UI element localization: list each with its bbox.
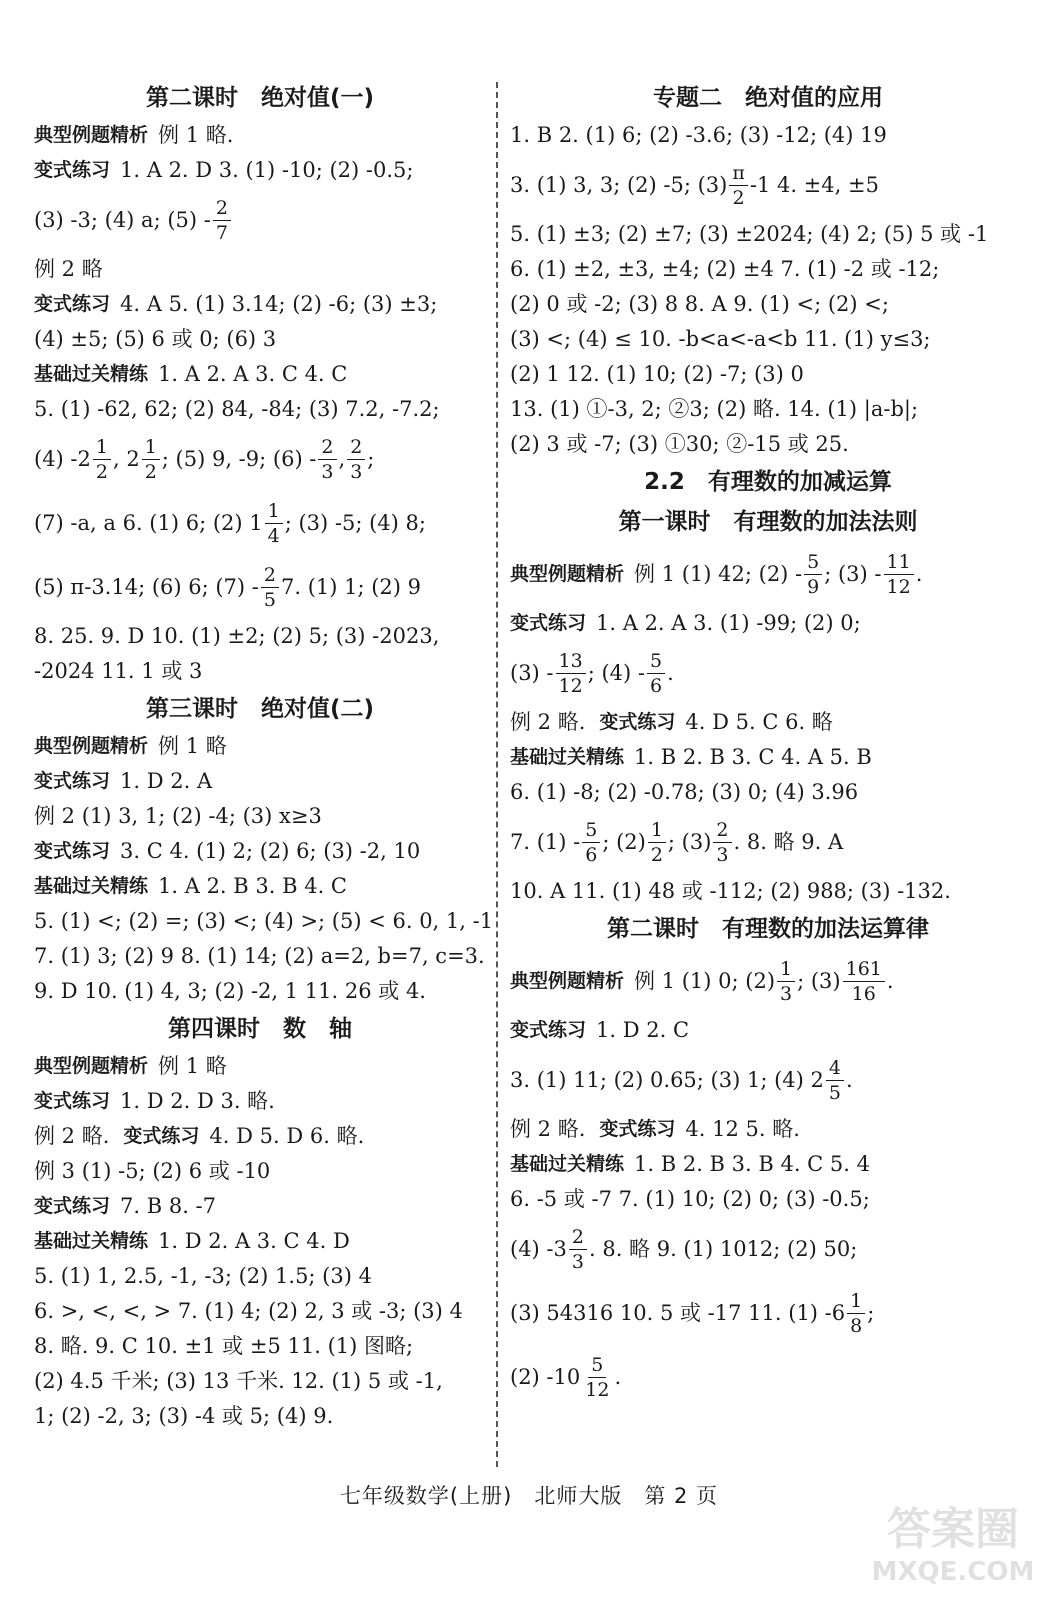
numerator: 1: [847, 1289, 865, 1314]
answer-text: 例 3 (1) -5; (2) 6 或 -10: [34, 1159, 271, 1183]
fraction: [93, 435, 111, 484]
denominator: 2: [650, 843, 663, 866]
numerator: 2: [213, 196, 231, 221]
answer-text: ;: [367, 447, 375, 471]
section-label: 变式练习: [34, 1195, 111, 1217]
numerator: 1: [142, 435, 160, 460]
section-label: 变式练习: [599, 1118, 676, 1140]
answer-line: [510, 217, 1026, 252]
numerator: π: [729, 161, 748, 186]
numerator: 5: [588, 1353, 606, 1378]
answer-text: (4) -3: [510, 1237, 567, 1261]
section-label: 变式练习: [599, 711, 676, 733]
answer-line: [510, 153, 1026, 217]
answer-line: [34, 904, 494, 939]
answer-line: [510, 392, 1026, 427]
answer-text: (3) -: [510, 661, 554, 685]
fraction: [582, 818, 600, 867]
answer-line: [34, 1224, 486, 1259]
watermark-line1: 答案圈: [887, 1504, 1019, 1555]
answer-line: [34, 729, 486, 764]
answer-text: 1. D 2. D 3. 略.: [120, 1089, 275, 1113]
denominator: 9: [807, 575, 820, 598]
answer-line: [510, 118, 1026, 153]
answer-line: [34, 1399, 486, 1434]
answer-text: 例 1 (1) 0; (2): [634, 969, 776, 993]
answer-line: [510, 1013, 1026, 1048]
answer-text: 例 1 略.: [158, 123, 234, 147]
section-label: 变式练习: [510, 1019, 587, 1041]
fraction: [265, 499, 283, 548]
answer-text: . 8. 略 9. (1) 1012; (2) 50;: [588, 1237, 858, 1261]
answer-text: 5. (1) <; (2) =; (3) <; (4) >; (5) < 6. 0, 1, -1: [34, 909, 494, 933]
answer-text: 1. A 2. D 3. (1) -10; (2) -0.5;: [120, 158, 414, 182]
answer-line: [34, 427, 486, 491]
section-label: 基础过关精练: [510, 1153, 625, 1175]
answer-text: .: [667, 661, 674, 685]
fraction: [648, 818, 666, 867]
denominator: 2: [95, 460, 108, 483]
denominator: 12: [585, 1378, 610, 1401]
answer-text: 7. (1) -: [510, 830, 581, 854]
answer-line: [34, 287, 486, 322]
fraction: [713, 818, 731, 867]
answer-line: [34, 322, 486, 357]
answer-text: ; (4) -: [587, 661, 645, 685]
section-label: 基础过关精练: [34, 1230, 149, 1252]
answer-line: [510, 287, 1026, 322]
denominator: 6: [585, 843, 598, 866]
answer-text: ; (3): [797, 969, 841, 993]
answer-text: (2) -10: [510, 1365, 581, 1389]
answer-text: 1. A 2. A 3. C 4. C: [158, 362, 348, 386]
section-label: 变式练习: [510, 612, 587, 634]
section-label: 变式练习: [123, 1125, 200, 1147]
answer-line: [34, 939, 486, 974]
answer-text: 6. -5 或 -7 7. (1) 10; (2) 0; (3) -0.5;: [510, 1187, 870, 1211]
answer-text: (7) -a, a 6. (1) 6; (2) 1: [34, 511, 263, 535]
answer-text: 6. >, <, <, > 7. (1) 4; (2) 2, 3 或 -3; (3) 4: [34, 1299, 463, 1323]
numerator: 2: [713, 818, 731, 843]
denominator: 12: [886, 575, 911, 598]
answer-text: (2) 4.5 千米; (3) 13 千米. 12. (1) 5 或 -1,: [34, 1369, 443, 1393]
numerator: 4: [826, 1056, 844, 1081]
numerator: 1: [777, 957, 795, 982]
fraction: [804, 550, 822, 599]
answer-text: (2) 1 12. (1) 10; (2) -7; (3) 0: [510, 362, 804, 386]
answer-line: [34, 1119, 486, 1154]
answer-line: [34, 1189, 486, 1224]
answer-line: [34, 764, 486, 799]
answer-text: , 2: [112, 447, 140, 471]
answer-text: ;: [867, 1301, 875, 1325]
section-heading: 第二课时 绝对值(一): [145, 85, 375, 111]
answer-text: (3) <; (4) ≤ 10. -b<a<-a<b 11. (1) y≤3;: [510, 327, 931, 351]
denominator: 2: [732, 186, 745, 209]
answer-text: . 8. 略 9. A: [733, 830, 844, 854]
answer-line: [510, 1217, 1026, 1281]
answer-line: [34, 188, 486, 252]
section-heading: 第一课时 有理数的加法法则: [618, 509, 918, 535]
answer-text: 6. (1) -8; (2) -0.78; (3) 0; (4) 3.96: [510, 780, 859, 804]
denominator: 5: [828, 1081, 841, 1104]
numerator: 2: [569, 1225, 587, 1250]
answer-text: .: [886, 969, 894, 993]
answer-line: [34, 118, 486, 153]
fraction: [843, 957, 885, 1006]
denominator: 5: [263, 588, 276, 611]
answer-line: [34, 834, 486, 869]
answer-text: 例 2 略: [34, 257, 103, 281]
answer-text: -1 4. ±4, ±5: [749, 173, 879, 197]
answer-line: [34, 1364, 486, 1399]
section-label: 典型例题精析: [510, 563, 625, 585]
section-label: 变式练习: [34, 293, 111, 315]
answer-line: [34, 1259, 486, 1294]
section-label: 典型例题精析: [510, 970, 625, 992]
answer-line: [34, 619, 486, 654]
denominator: 12: [558, 674, 583, 697]
section-heading: 第二课时 有理数的加法运算律: [607, 916, 929, 942]
answer-text: (5) π-3.14; (6) 6; (7) -: [34, 575, 259, 599]
section-label: 基础过关精练: [34, 363, 149, 385]
answer-text: 7. (1) 1; (2) 9: [280, 575, 422, 599]
section-label: 变式练习: [34, 159, 111, 181]
answer-text: 1. A 2. B 3. B 4. C: [158, 874, 347, 898]
denominator: 7: [215, 221, 228, 244]
section-label: 基础过关精练: [34, 875, 149, 897]
denominator: 4: [267, 524, 280, 547]
section-heading: 2.2 有理数的加减运算: [644, 469, 892, 495]
answer-text: (2) 3 或 -7; (3) ①30; ②-15 或 25.: [510, 432, 849, 456]
answer-text: ; (2): [602, 830, 646, 854]
answer-line: [510, 740, 1026, 775]
denominator: 2: [144, 460, 157, 483]
answer-text: 例 1 略: [158, 734, 227, 758]
answer-text: 8. 略. 9. C 10. ±1 或 ±5 11. (1) 图略;: [34, 1334, 414, 1358]
fraction: [318, 435, 336, 484]
answer-line: [510, 1048, 1026, 1112]
answer-text: ; (5) 9, -9; (6) -: [161, 447, 317, 471]
answer-line: [34, 869, 486, 904]
denominator: 8: [850, 1314, 863, 1337]
answer-text: ; (3) -: [824, 562, 882, 586]
answer-line: [510, 252, 1026, 287]
answer-text: 4. D 5. C 6. 略: [685, 710, 833, 734]
answer-text: 4. D 5. D 6. 略.: [209, 1124, 365, 1148]
answer-line: [34, 1084, 486, 1119]
answer-text: 8. 25. 9. D 10. (1) ±2; (2) 5; (3) -2023,: [34, 624, 440, 648]
fraction: [777, 957, 795, 1006]
answer-text: (4) -2: [34, 447, 91, 471]
numerator: 1: [265, 499, 283, 524]
denominator: 3: [571, 1250, 584, 1273]
answer-text: 5. (1) -62, 62; (2) 84, -84; (3) 7.2, -7.2;: [34, 397, 440, 421]
answer-line: [510, 427, 1026, 462]
answer-text: 4. 12 5. 略.: [685, 1117, 800, 1141]
numerator: 1: [648, 818, 666, 843]
answer-text: 3. (1) 11; (2) 0.65; (3) 1; (4) 2: [510, 1068, 824, 1092]
answer-text: 1. D 2. A 3. C 4. D: [158, 1229, 350, 1253]
section-label: 典型例题精析: [34, 735, 149, 757]
answer-text: (3) 54316 10. 5 或 -17 11. (1) -6: [510, 1301, 846, 1325]
answer-text: 10. A 11. (1) 48 或 -112; (2) 988; (3) -132.: [510, 879, 951, 903]
answer-line: [510, 775, 1026, 810]
answer-text: 例 2 略.: [510, 1117, 586, 1141]
answer-text: ; (3) -5; (4) 8;: [284, 511, 426, 535]
answer-text: -2024 11. 1 或 3: [34, 659, 203, 683]
answer-text: 3. (1) 3, 3; (2) -5; (3): [510, 173, 728, 197]
answer-text: 1. B 2. B 3. C 4. A 5. B: [634, 745, 872, 769]
fraction: [847, 1289, 865, 1338]
watermark-logo: [858, 1492, 1048, 1592]
watermark-line2: MXQE.COM: [871, 1557, 1035, 1587]
answer-text: 例 2 (1) 3, 1; (2) -4; (3) x≥3: [34, 804, 322, 828]
fraction: [826, 1056, 844, 1105]
answer-text: (2) 0 或 -2; (3) 8 8. A 9. (1) <; (2) <;: [510, 292, 889, 316]
answer-line: [34, 1049, 486, 1084]
fraction: [347, 435, 365, 484]
column-divider: [496, 82, 498, 1467]
fraction: [647, 649, 665, 698]
answer-line: [510, 641, 1026, 705]
numerator: 5: [647, 649, 665, 674]
answer-line: [510, 542, 1026, 606]
answer-text: 例 1 (1) 42; (2) -: [634, 562, 803, 586]
answer-text: 1. B 2. B 3. B 4. C 5. 4: [634, 1152, 870, 1176]
denominator: 6: [650, 674, 663, 697]
answer-line: [34, 555, 486, 619]
answer-text: .: [614, 1365, 622, 1389]
numerator: 2: [318, 435, 336, 460]
answer-line: [34, 799, 486, 834]
page-footer: 七年级数学(上册) 北师大版 第 2 页: [339, 1484, 719, 1508]
numerator: 5: [804, 550, 822, 575]
answer-text: 1; (2) -2, 3; (3) -4 或 5; (4) 9.: [34, 1404, 334, 1428]
fraction: [729, 161, 748, 210]
answer-text: 9. D 10. (1) 4, 3; (2) -2, 1 11. 26 或 4.: [34, 979, 426, 1003]
answer-line: [510, 1147, 1026, 1182]
answer-line: [510, 322, 1026, 357]
answer-text: 13. (1) ①-3, 2; ②3; (2) 略. 14. (1) |a-b|;: [510, 397, 919, 421]
answer-line: [510, 810, 1026, 874]
answer-line: [510, 357, 1026, 392]
answer-text: 5. (1) ±3; (2) ±7; (3) ±2024; (4) 2; (5) 5 或 -1: [510, 222, 989, 246]
denominator: 3: [716, 843, 729, 866]
answer-line: [34, 974, 486, 1009]
fraction: [884, 550, 914, 599]
answer-text: ; (3): [667, 830, 712, 854]
section-heading: 第三课时 绝对值(二): [145, 696, 375, 722]
answer-line: [34, 654, 486, 689]
answer-text: (3) -3; (4) a; (5) -: [34, 208, 211, 232]
fraction: [261, 563, 279, 612]
fraction: [213, 196, 231, 245]
answer-text: 1. D 2. A: [120, 769, 213, 793]
answer-text: 1. D 2. C: [596, 1018, 690, 1042]
answer-text: 3. C 4. (1) 2; (2) 6; (3) -2, 10: [120, 839, 421, 863]
answer-line: [510, 705, 1026, 740]
section-label: 典型例题精析: [34, 1055, 149, 1077]
denominator: 3: [780, 982, 793, 1005]
fraction: [142, 435, 160, 484]
right-column: [510, 78, 1026, 1409]
answer-line: [34, 357, 486, 392]
answer-text: 例 2 略.: [510, 710, 586, 734]
numerator: 1: [93, 435, 111, 460]
answer-text: 1. B 2. (1) 6; (2) -3.6; (3) -12; (4) 19: [510, 123, 887, 147]
denominator: 3: [321, 460, 334, 483]
fraction: [556, 649, 586, 698]
answer-text: 例 2 略.: [34, 1124, 110, 1148]
answer-text: (4) ±5; (5) 6 或 0; (6) 3: [34, 327, 277, 351]
left-column: [34, 78, 494, 1434]
answer-line: [34, 1294, 486, 1329]
answer-line: [510, 1112, 1026, 1147]
section-label: 变式练习: [34, 1090, 111, 1112]
answer-line: [34, 153, 486, 188]
section-label: 变式练习: [34, 840, 111, 862]
section-heading: 专题二 绝对值的应用: [653, 85, 883, 111]
answer-line: [510, 1182, 1026, 1217]
answer-line: [510, 1281, 1026, 1345]
answer-text: 7. B 8. -7: [120, 1194, 217, 1218]
answer-line: [510, 1345, 1026, 1409]
answer-line: [34, 252, 486, 287]
section-label: 变式练习: [34, 770, 111, 792]
section-label: 典型例题精析: [34, 124, 149, 146]
answer-text: .: [845, 1068, 853, 1092]
numerator: 5: [582, 818, 600, 843]
numerator: 2: [347, 435, 365, 460]
section-heading: 第四课时 数 轴: [168, 1016, 352, 1042]
denominator: 16: [851, 982, 876, 1005]
answer-text: 例 1 略: [158, 1054, 227, 1078]
answer-line: [510, 949, 1026, 1013]
answer-text: 1. A 2. A 3. (1) -99; (2) 0;: [596, 611, 861, 635]
numerator: 2: [261, 563, 279, 588]
answer-line: [34, 1154, 486, 1189]
answer-line: [510, 874, 1026, 909]
answer-text: .: [915, 562, 923, 586]
numerator: 13: [556, 649, 586, 674]
answer-text: ,: [338, 447, 346, 471]
answer-line: [510, 606, 1026, 641]
answer-text: 6. (1) ±2, ±3, ±4; (2) ±4 7. (1) -2 或 -12;: [510, 257, 940, 281]
answer-text: 4. A 5. (1) 3.14; (2) -6; (3) ±3;: [120, 292, 438, 316]
denominator: 3: [350, 460, 363, 483]
answer-text: 5. (1) 1, 2.5, -1, -3; (2) 1.5; (3) 4: [34, 1264, 372, 1288]
section-label: 基础过关精练: [510, 746, 625, 768]
fraction: [582, 1353, 612, 1402]
answer-line: [34, 491, 486, 555]
answer-line: [34, 1329, 486, 1364]
answer-line: [34, 392, 486, 427]
numerator: 161: [843, 957, 885, 982]
answer-text: 7. (1) 3; (2) 9 8. (1) 14; (2) a=2, b=7, c=3.: [34, 944, 485, 968]
fraction: [569, 1225, 587, 1274]
numerator: 11: [884, 550, 914, 575]
